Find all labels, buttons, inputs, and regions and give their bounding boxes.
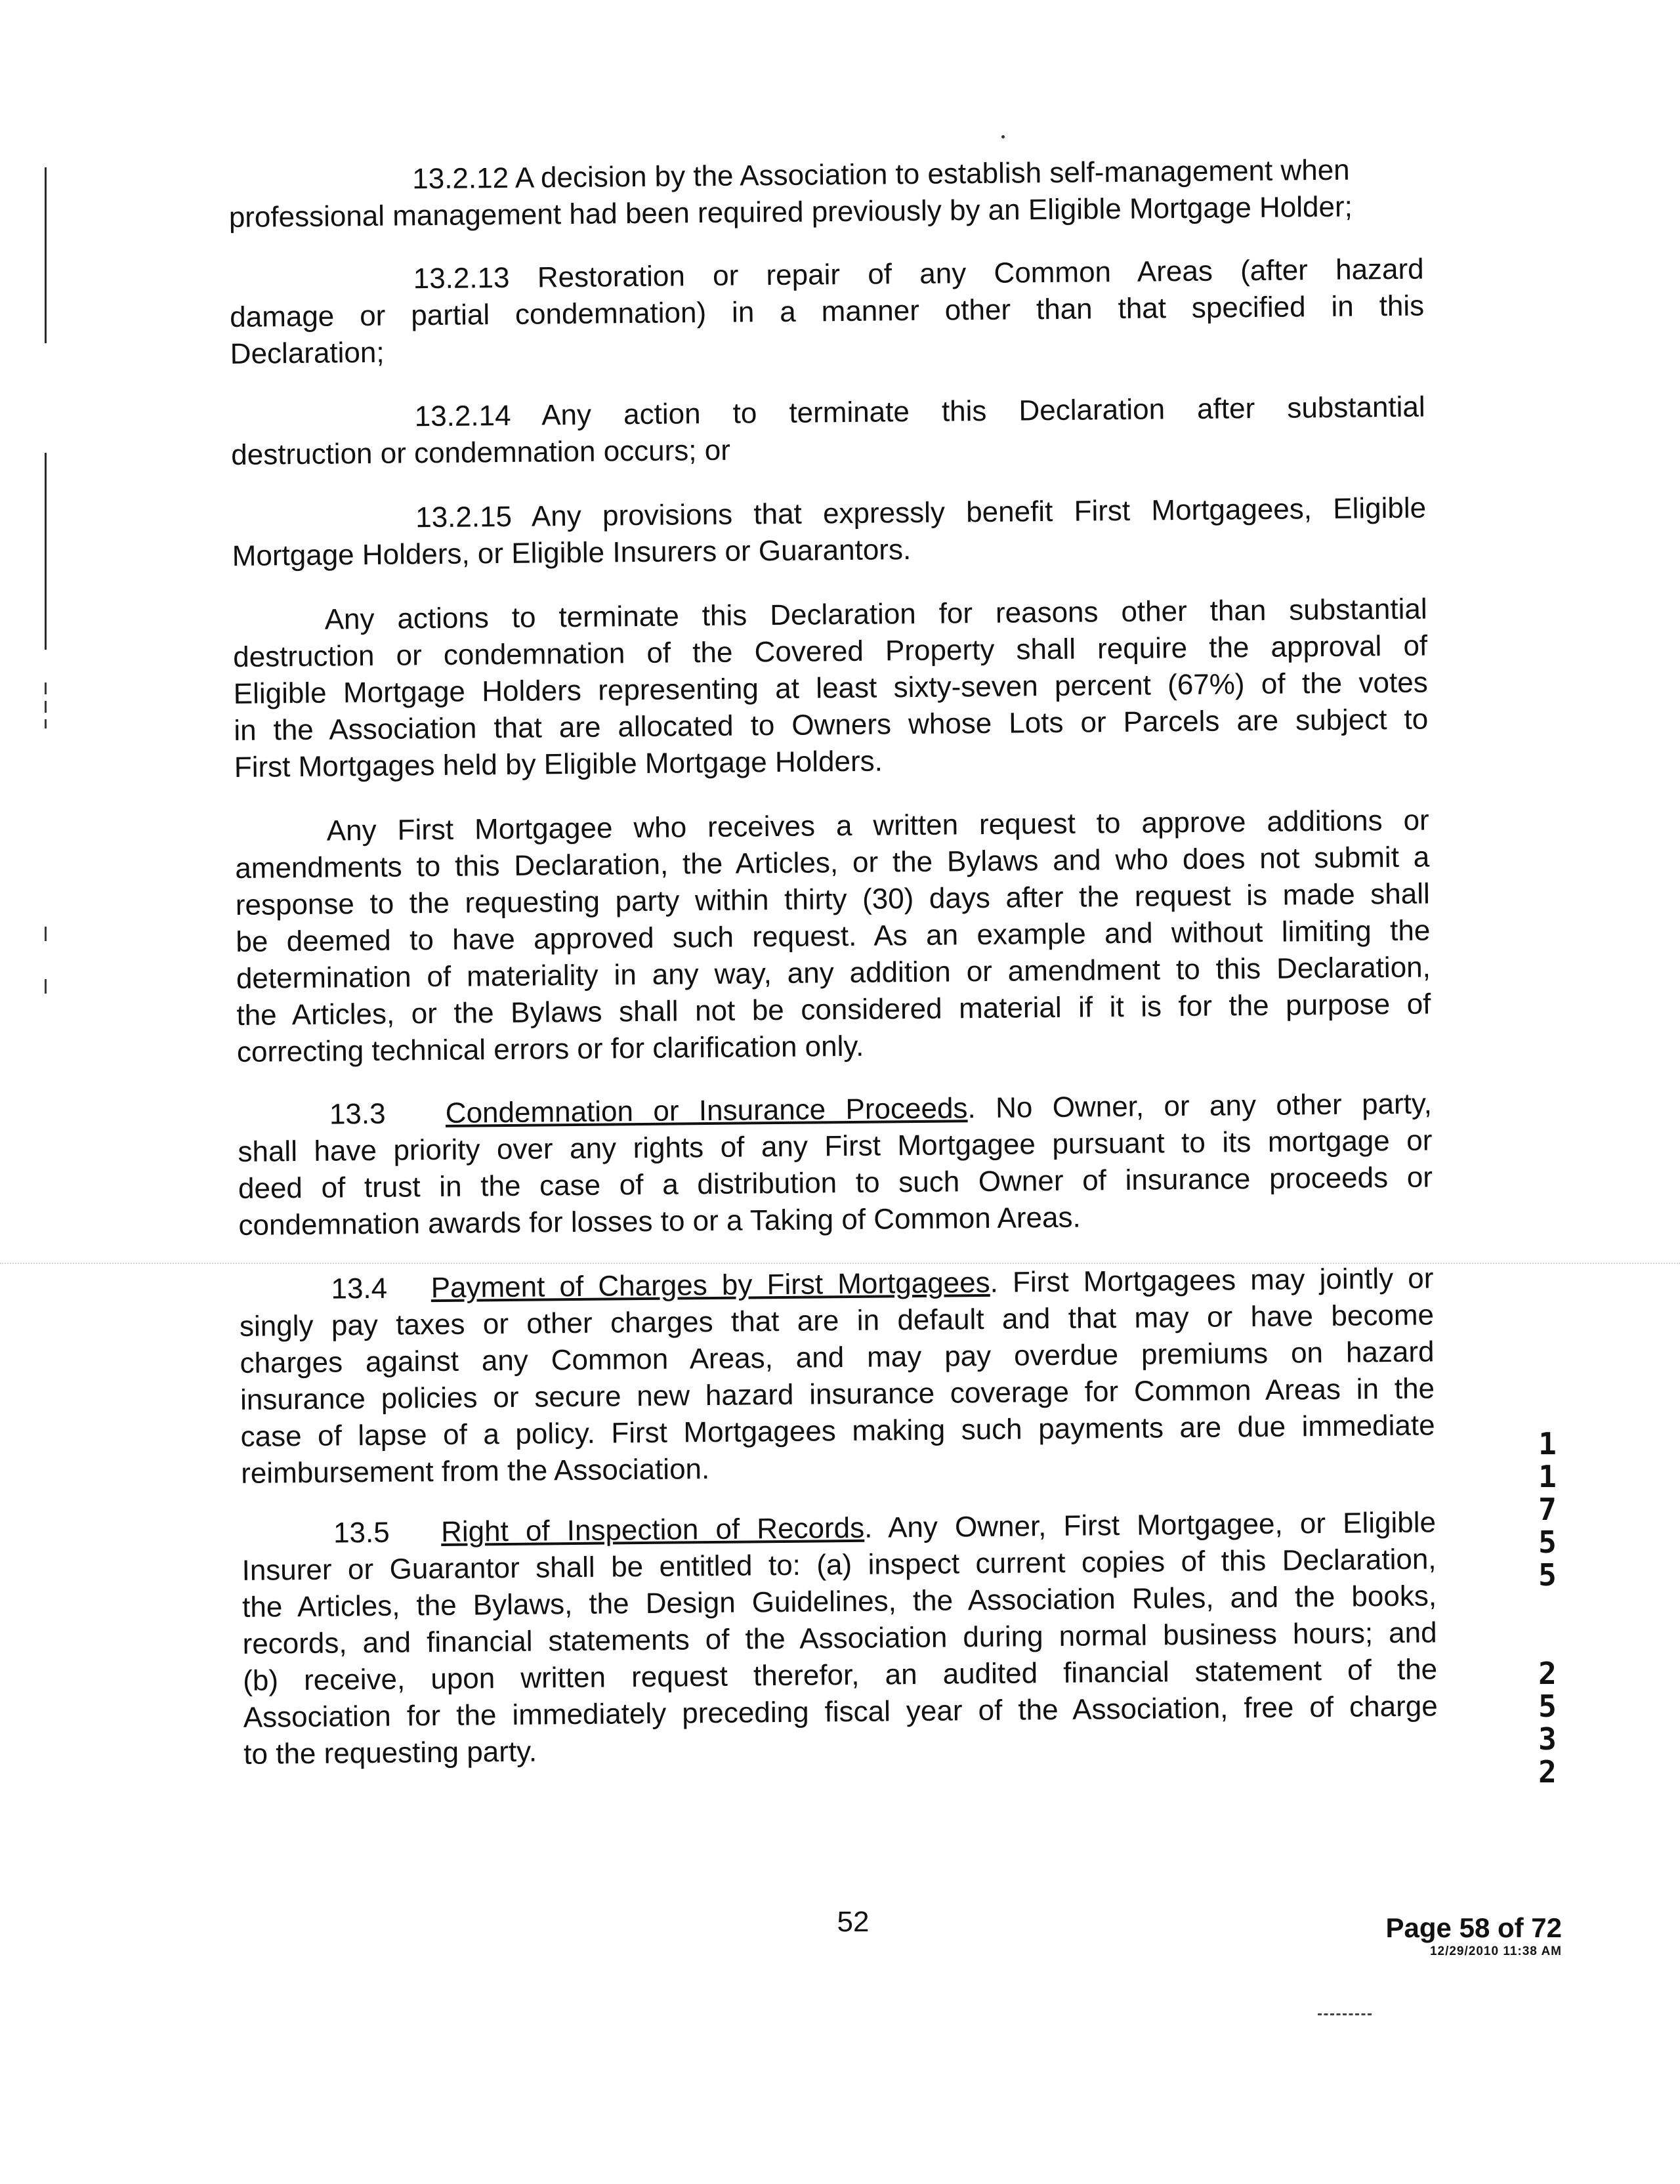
section-line: records, and financial statements of the Association during normal business hours; and: [242, 1616, 1437, 1660]
paragraph-line: correcting technical errors or for clarification only.: [236, 1030, 864, 1068]
paragraph-13-2-12: [228, 152, 1423, 236]
paragraph-line: 13.2.12 A decision by the Association to establish self-management when: [412, 154, 1350, 196]
section-line: condemnation awards for losses to or a Taking of Common Areas.: [238, 1201, 1081, 1242]
section-number: 13.4: [331, 1272, 388, 1305]
paragraph-line: 13.2.14 Any action to terminate this Declaration after substantial: [414, 390, 1425, 433]
paragraph-line: be deemed to have approved such request. As an example and without limiting the: [236, 914, 1431, 958]
section-line: the Articles, the Bylaws, the Design Guidelines, the Association Rules, and the books,: [242, 1580, 1437, 1624]
paragraph-line: Any actions to terminate this Declaration for reasons other than substantial: [324, 593, 1427, 636]
paragraph-line: Any First Mortgagee who receives a written request to approve additions or: [326, 804, 1429, 847]
scan-speck: [1001, 135, 1005, 138]
paragraph-line: damage or partial condemnation) in a manner other than that specified in this: [230, 289, 1425, 333]
section-13-5: [242, 1504, 1438, 1773]
section-line: singly pay taxes or other charges that are in default and that may or have become: [239, 1299, 1435, 1343]
reception-digit: 3: [1538, 1721, 1557, 1757]
reception-digit: 5: [1538, 1524, 1557, 1560]
section-line: Association for the immediately preceding fiscal year of the Association, free of charge: [243, 1690, 1438, 1734]
section-first-line-rest: . No Owner, or any other party,: [967, 1087, 1433, 1125]
paragraph-line: Declaration;: [230, 336, 385, 370]
scan-margin-dash: [45, 927, 47, 941]
section-line: deed of trust in the case of a distribution to such Owner of insurance proceeds or: [238, 1161, 1433, 1205]
section-number: 13.3: [329, 1097, 386, 1131]
section-first-line-rest: . Any Owner, First Mortgagee, or Eligible: [864, 1506, 1437, 1544]
paragraph-13-2-14: [230, 389, 1425, 474]
recorder-timestamp: 12/29/2010 11:38 AM: [1429, 1944, 1562, 1958]
section-line: insurance policies or secure new hazard insurance coverage for Common Areas in the: [240, 1372, 1435, 1416]
scan-margin-dash: [45, 979, 47, 994]
recorder-page-count: Page 58 of 72: [1385, 1912, 1562, 1943]
paragraph-line: 13.2.15 Any provisions that expressly benefit First Mortgagees, Eligible: [415, 492, 1427, 534]
section-line: charges against any Common Areas, and may pay overdue premiums on hazard: [240, 1335, 1435, 1379]
scan-margin-dash: [45, 682, 47, 694]
paragraph-13-2-15: [232, 490, 1427, 575]
section-line: shall have priority over any rights of any First Mortgagee pursuant to its mortgage or: [238, 1124, 1433, 1168]
reception-digit: 5: [1538, 1689, 1557, 1724]
section-heading: Payment of Charges by First Mortgagees: [430, 1266, 990, 1305]
section-first-line-rest: . First Mortgagees may jointly or: [990, 1262, 1434, 1299]
paragraph-line: amendments to this Declaration, the Articles, or the Bylaws and who does not submit a: [235, 841, 1430, 885]
paragraph-line: in the Association that are allocated to Owners whose Lots or Parcels are subject to: [234, 703, 1429, 747]
scan-margin-line: [45, 167, 47, 343]
scan-margin-dash: [45, 719, 47, 728]
paragraph-line: the Articles, or the Bylaws shall not be considered material if it is for the purpose of: [236, 988, 1431, 1032]
paragraph-line: First Mortgages held by Eligible Mortgage Holders.: [234, 745, 883, 784]
section-heading: Condemnation or Insurance Proceeds: [445, 1092, 968, 1129]
reception-digit: 2: [1538, 1754, 1557, 1790]
scan-dash-mark: [1318, 2013, 1372, 2015]
paragraph-line: response to the requesting party within thirty (30) days after the request is made shall: [235, 877, 1431, 921]
section-13-4: [239, 1260, 1435, 1492]
paragraph-13-2-13: [229, 251, 1425, 373]
paragraph-line: destruction or condemnation of the Covered Property shall require the approval of: [232, 629, 1428, 673]
document-body: [228, 152, 1438, 1771]
section-line: to the requesting party.: [243, 1735, 537, 1771]
reception-digit: 2: [1538, 1656, 1557, 1691]
scan-margin-dash: [45, 701, 47, 713]
section-13-3: [238, 1085, 1433, 1244]
recorder-stamp: [1312, 1912, 1562, 1960]
paragraph-line: destruction or condemnation occurs; or: [231, 434, 731, 471]
section-number: 13.5: [333, 1516, 390, 1549]
paragraph-line: 13.2.13 Restoration or repair of any Common Areas (after hazard: [413, 253, 1424, 295]
reception-digit: 5: [1538, 1557, 1557, 1593]
section-heading: Right of Inspection of Records: [440, 1511, 865, 1548]
section-line: Insurer or Guarantor shall be entitled to: (a) inspect current copies of this Declaration,: [242, 1543, 1437, 1587]
section-line: (b) receive, upon written request therefor, an audited financial statement of the: [242, 1653, 1438, 1697]
paragraph-first-mortgagee-request: [235, 802, 1432, 1070]
paragraph-line: determination of materiality in any way, any addition or amendment to this Declaration,: [236, 951, 1431, 995]
reception-digit: 7: [1538, 1492, 1557, 1527]
reception-digit: 1: [1538, 1426, 1557, 1461]
reception-digit: 1: [1538, 1459, 1557, 1494]
section-line: reimbursement from the Association.: [240, 1453, 710, 1490]
paragraph-line: Eligible Mortgage Holders representing at least sixty-seven percent (67%) of the votes: [233, 666, 1428, 710]
section-line: case of lapse of a policy. First Mortgagees making such payments are due immediate: [240, 1409, 1435, 1453]
paragraph-line: Mortgage Holders, or Eligible Insurers or Guarantors.: [232, 534, 912, 572]
paragraph-line: professional management had been required previously by an Eligible Mortgage Holder;: [228, 190, 1353, 234]
page-number: 52: [837, 1906, 870, 1938]
paragraph-actions-terminate: [232, 591, 1429, 786]
reception-number-stamp: [1534, 1427, 1561, 1788]
scan-margin-line: [45, 453, 47, 650]
